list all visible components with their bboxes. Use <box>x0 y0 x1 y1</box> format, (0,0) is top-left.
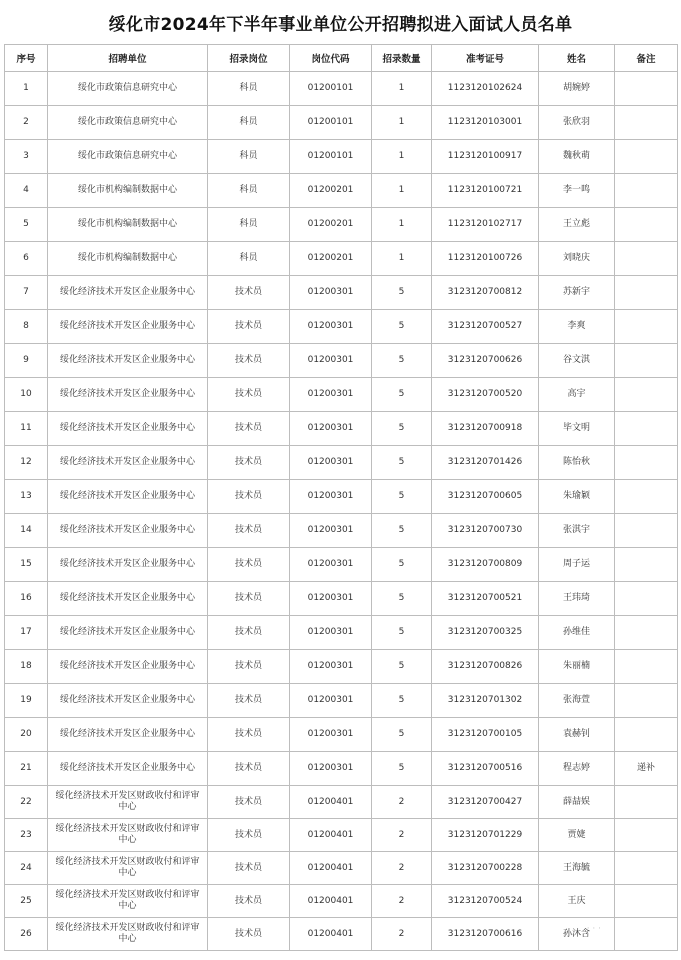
cell-position: 科员 <box>208 72 290 106</box>
cell-position: 技术员 <box>208 819 290 852</box>
col-header-exam-number: 准考证号 <box>432 45 539 72</box>
cell-exam-number: 3123120700516 <box>432 752 539 786</box>
cell-exam-number: 3123120700812 <box>432 276 539 310</box>
cell-position: 技术员 <box>208 684 290 718</box>
cell-quota: 2 <box>372 786 432 819</box>
cell-index: 20 <box>5 718 48 752</box>
cell-name: 王庆 <box>539 885 615 918</box>
cell-position-code: 01200301 <box>290 310 372 344</box>
cell-exam-number: 3123120700520 <box>432 378 539 412</box>
cell-index: 3 <box>5 140 48 174</box>
cell-index: 22 <box>5 786 48 819</box>
table-row <box>5 582 678 616</box>
unit-text: 绥化经济技术开发区企业服务中心 <box>59 763 195 773</box>
cell-position: 技术员 <box>208 514 290 548</box>
cell-unit <box>48 446 208 480</box>
cell-name: 李一鸣 <box>539 174 615 208</box>
table-row <box>5 106 678 140</box>
unit-text: 绥化经济技术开发区企业服务中心 <box>59 389 195 399</box>
cell-unit <box>48 106 208 140</box>
table-row <box>5 548 678 582</box>
cell-exam-number: 1123120100917 <box>432 140 539 174</box>
table-row <box>5 819 678 852</box>
unit-text: 绥化市机构编制数据中心 <box>77 185 177 195</box>
cell-name: 张欣羽 <box>539 106 615 140</box>
col-header-quota: 招录数量 <box>372 45 432 72</box>
cell-remark <box>615 885 678 918</box>
cell-remark <box>615 548 678 582</box>
unit-text: 绥化市政策信息研究中心 <box>77 117 177 127</box>
cell-remark <box>615 819 678 852</box>
cell-name: 谷文淇 <box>539 344 615 378</box>
cell-position-code: 01200301 <box>290 718 372 752</box>
cell-unit <box>48 514 208 548</box>
cell-quota: 5 <box>372 344 432 378</box>
cell-exam-number: 3123120700730 <box>432 514 539 548</box>
cell-index: 24 <box>5 852 48 885</box>
table-body <box>5 72 678 951</box>
table-row <box>5 446 678 480</box>
unit-text: 绥化经济技术开发区财政收付和评审中心 <box>55 857 200 878</box>
cell-position: 技术员 <box>208 852 290 885</box>
cell-position: 科员 <box>208 140 290 174</box>
cell-index: 18 <box>5 650 48 684</box>
unit-text: 绥化经济技术开发区企业服务中心 <box>59 661 195 671</box>
cell-index: 4 <box>5 174 48 208</box>
candidate-table <box>4 44 678 951</box>
unit-text: 绥化市机构编制数据中心 <box>77 253 177 263</box>
cell-name: 张海萱 <box>539 684 615 718</box>
cell-remark <box>615 412 678 446</box>
cell-quota: 5 <box>372 616 432 650</box>
cell-exam-number: 1123120100721 <box>432 174 539 208</box>
table-row <box>5 378 678 412</box>
table-row <box>5 514 678 548</box>
cell-name: 朱瑜颖 <box>539 480 615 514</box>
cell-name: 薛喆娱 <box>539 786 615 819</box>
unit-text: 绥化经济技术开发区企业服务中心 <box>59 525 195 535</box>
cell-remark <box>615 514 678 548</box>
cell-position-code: 01200301 <box>290 548 372 582</box>
cell-remark <box>615 650 678 684</box>
cell-unit <box>48 276 208 310</box>
cell-name: 袁赫钊 <box>539 718 615 752</box>
cell-quota: 5 <box>372 480 432 514</box>
cell-position-code: 01200401 <box>290 885 372 918</box>
unit-text: 绥化经济技术开发区企业服务中心 <box>59 559 195 569</box>
cell-remark <box>615 852 678 885</box>
col-header-unit: 招聘单位 <box>48 45 208 72</box>
cell-unit <box>48 208 208 242</box>
cell-position-code: 01200101 <box>290 72 372 106</box>
unit-text: 绥化经济技术开发区企业服务中心 <box>59 355 195 365</box>
cell-name: 孙沐含 <box>539 918 615 951</box>
cell-position-code: 01200301 <box>290 514 372 548</box>
cell-position-code: 01200401 <box>290 786 372 819</box>
cell-quota: 5 <box>372 650 432 684</box>
cell-position: 科员 <box>208 174 290 208</box>
table-row <box>5 72 678 106</box>
cell-remark <box>615 616 678 650</box>
cell-exam-number: 1123120100726 <box>432 242 539 276</box>
cell-position: 科员 <box>208 106 290 140</box>
cell-position: 技术员 <box>208 650 290 684</box>
table-row <box>5 412 678 446</box>
cell-remark <box>615 174 678 208</box>
cell-position: 技术员 <box>208 918 290 951</box>
cell-name: 张淇宇 <box>539 514 615 548</box>
cell-exam-number: 3123120700228 <box>432 852 539 885</box>
unit-text: 绥化经济技术开发区企业服务中心 <box>59 491 195 501</box>
cell-remark <box>615 582 678 616</box>
table-row <box>5 718 678 752</box>
cell-quota: 5 <box>372 752 432 786</box>
cell-unit <box>48 616 208 650</box>
cell-remark <box>615 480 678 514</box>
cell-position-code: 01200201 <box>290 242 372 276</box>
cell-unit <box>48 242 208 276</box>
table-row <box>5 174 678 208</box>
cell-position-code: 01200401 <box>290 918 372 951</box>
cell-unit <box>48 752 208 786</box>
cell-position-code: 01200301 <box>290 412 372 446</box>
cell-quota: 1 <box>372 140 432 174</box>
cell-index: 25 <box>5 885 48 918</box>
cell-index: 10 <box>5 378 48 412</box>
cell-name: 王立彪 <box>539 208 615 242</box>
unit-text: 绥化经济技术开发区财政收付和评审中心 <box>55 791 200 812</box>
cell-remark <box>615 446 678 480</box>
cell-position-code: 01200301 <box>290 276 372 310</box>
cell-index: 23 <box>5 819 48 852</box>
cell-position-code: 01200301 <box>290 446 372 480</box>
table-row <box>5 918 678 951</box>
cell-position-code: 01200201 <box>290 174 372 208</box>
cell-unit <box>48 174 208 208</box>
cell-index: 7 <box>5 276 48 310</box>
cell-exam-number: 3123120700527 <box>432 310 539 344</box>
table-row <box>5 242 678 276</box>
cell-index: 16 <box>5 582 48 616</box>
cell-quota: 5 <box>372 446 432 480</box>
cell-position-code: 01200301 <box>290 378 372 412</box>
cell-index: 11 <box>5 412 48 446</box>
cell-remark <box>615 72 678 106</box>
cell-unit <box>48 582 208 616</box>
table-row <box>5 786 678 819</box>
cell-exam-number: 3123120701229 <box>432 819 539 852</box>
cell-position: 技术员 <box>208 480 290 514</box>
cell-remark <box>615 344 678 378</box>
cell-index: 5 <box>5 208 48 242</box>
cell-quota: 2 <box>372 885 432 918</box>
cell-exam-number: 3123120701426 <box>432 446 539 480</box>
cell-exam-number: 1123120102624 <box>432 72 539 106</box>
cell-index: 12 <box>5 446 48 480</box>
cell-remark <box>615 786 678 819</box>
cell-quota: 1 <box>372 106 432 140</box>
cell-position: 科员 <box>208 208 290 242</box>
cell-exam-number: 3123120700524 <box>432 885 539 918</box>
cell-unit <box>48 72 208 106</box>
cell-unit <box>48 885 208 918</box>
cell-unit <box>48 344 208 378</box>
col-header-name: 姓名 <box>539 45 615 72</box>
cell-quota: 5 <box>372 548 432 582</box>
cell-position: 技术员 <box>208 378 290 412</box>
cell-name: 李爽 <box>539 310 615 344</box>
cell-name: 程志婷 <box>539 752 615 786</box>
cell-exam-number: 3123120700809 <box>432 548 539 582</box>
cell-exam-number: 3123120700605 <box>432 480 539 514</box>
unit-text: 绥化经济技术开发区财政收付和评审中心 <box>55 824 200 845</box>
col-header-position-code: 岗位代码 <box>290 45 372 72</box>
cell-position: 技术员 <box>208 885 290 918</box>
table-row <box>5 140 678 174</box>
cell-remark: 递补 <box>615 752 678 786</box>
cell-position-code: 01200401 <box>290 852 372 885</box>
unit-text: 绥化经济技术开发区企业服务中心 <box>59 423 195 433</box>
cell-name: 魏秋萌 <box>539 140 615 174</box>
cell-index: 21 <box>5 752 48 786</box>
watermark: · · · <box>586 924 601 934</box>
cell-position-code: 01200301 <box>290 616 372 650</box>
cell-quota: 5 <box>372 412 432 446</box>
cell-position-code: 01200401 <box>290 819 372 852</box>
unit-text: 绥化经济技术开发区企业服务中心 <box>59 321 195 331</box>
cell-unit <box>48 650 208 684</box>
cell-index: 17 <box>5 616 48 650</box>
cell-exam-number: 1123120103001 <box>432 106 539 140</box>
cell-position-code: 01200201 <box>290 208 372 242</box>
cell-name: 王玮琦 <box>539 582 615 616</box>
cell-quota: 2 <box>372 918 432 951</box>
cell-name: 贾婕 <box>539 819 615 852</box>
col-header-index: 序号 <box>5 45 48 72</box>
cell-name: 刘晓庆 <box>539 242 615 276</box>
cell-name: 苏新宇 <box>539 276 615 310</box>
cell-position-code: 01200301 <box>290 752 372 786</box>
cell-position: 技术员 <box>208 548 290 582</box>
cell-quota: 1 <box>372 208 432 242</box>
cell-index: 9 <box>5 344 48 378</box>
cell-unit <box>48 310 208 344</box>
cell-unit <box>48 480 208 514</box>
cell-index: 2 <box>5 106 48 140</box>
table-row <box>5 310 678 344</box>
cell-remark <box>615 718 678 752</box>
cell-exam-number: 3123120700918 <box>432 412 539 446</box>
cell-remark <box>615 918 678 951</box>
cell-unit <box>48 819 208 852</box>
cell-position: 技术员 <box>208 752 290 786</box>
cell-unit <box>48 140 208 174</box>
cell-position: 技术员 <box>208 412 290 446</box>
unit-text: 绥化经济技术开发区企业服务中心 <box>59 729 195 739</box>
cell-index: 13 <box>5 480 48 514</box>
cell-position: 技术员 <box>208 344 290 378</box>
cell-remark <box>615 208 678 242</box>
table-row <box>5 616 678 650</box>
cell-quota: 2 <box>372 819 432 852</box>
cell-quota: 5 <box>372 276 432 310</box>
cell-quota: 5 <box>372 684 432 718</box>
table-header-row <box>5 45 678 72</box>
cell-exam-number: 3123120700427 <box>432 786 539 819</box>
cell-name: 孙维佳 <box>539 616 615 650</box>
unit-text: 绥化市机构编制数据中心 <box>77 219 177 229</box>
unit-text: 绥化经济技术开发区企业服务中心 <box>59 695 195 705</box>
cell-position-code: 01200101 <box>290 106 372 140</box>
cell-position-code: 01200301 <box>290 684 372 718</box>
cell-quota: 5 <box>372 718 432 752</box>
cell-quota: 1 <box>372 72 432 106</box>
cell-position-code: 01200301 <box>290 582 372 616</box>
cell-remark <box>615 684 678 718</box>
cell-quota: 2 <box>372 852 432 885</box>
table-row <box>5 684 678 718</box>
cell-name: 周子运 <box>539 548 615 582</box>
cell-unit <box>48 718 208 752</box>
cell-unit <box>48 412 208 446</box>
cell-unit <box>48 786 208 819</box>
cell-quota: 1 <box>372 242 432 276</box>
unit-text: 绥化经济技术开发区财政收付和评审中心 <box>55 923 200 944</box>
cell-exam-number: 3123120700626 <box>432 344 539 378</box>
cell-position: 技术员 <box>208 310 290 344</box>
cell-position-code: 01200301 <box>290 650 372 684</box>
cell-exam-number: 3123120700826 <box>432 650 539 684</box>
cell-name: 高宇 <box>539 378 615 412</box>
unit-text: 绥化经济技术开发区企业服务中心 <box>59 287 195 297</box>
cell-quota: 5 <box>372 378 432 412</box>
cell-name: 朱丽楠 <box>539 650 615 684</box>
cell-position: 技术员 <box>208 276 290 310</box>
cell-quota: 5 <box>372 310 432 344</box>
table-row <box>5 208 678 242</box>
unit-text: 绥化经济技术开发区财政收付和评审中心 <box>55 890 200 911</box>
cell-exam-number: 3123120701302 <box>432 684 539 718</box>
cell-index: 8 <box>5 310 48 344</box>
unit-text: 绥化经济技术开发区企业服务中心 <box>59 593 195 603</box>
cell-remark <box>615 310 678 344</box>
cell-unit <box>48 918 208 951</box>
unit-text: 绥化市政策信息研究中心 <box>77 83 177 93</box>
cell-position: 技术员 <box>208 616 290 650</box>
table-row <box>5 885 678 918</box>
cell-index: 1 <box>5 72 48 106</box>
table-row <box>5 852 678 885</box>
table-row <box>5 344 678 378</box>
cell-quota: 5 <box>372 514 432 548</box>
table-row <box>5 276 678 310</box>
cell-index: 26 <box>5 918 48 951</box>
cell-name: 胡婉婷 <box>539 72 615 106</box>
cell-position-code: 01200301 <box>290 344 372 378</box>
cell-index: 6 <box>5 242 48 276</box>
table-row <box>5 480 678 514</box>
cell-exam-number: 3123120700616 <box>432 918 539 951</box>
unit-text: 绥化市政策信息研究中心 <box>77 151 177 161</box>
cell-position: 技术员 <box>208 718 290 752</box>
cell-position: 技术员 <box>208 786 290 819</box>
cell-name: 毕文明 <box>539 412 615 446</box>
cell-unit <box>48 548 208 582</box>
cell-position-code: 01200301 <box>290 480 372 514</box>
cell-position-code: 01200101 <box>290 140 372 174</box>
unit-text: 绥化经济技术开发区企业服务中心 <box>59 457 195 467</box>
cell-index: 14 <box>5 514 48 548</box>
cell-index: 19 <box>5 684 48 718</box>
cell-unit <box>48 852 208 885</box>
cell-exam-number: 1123120102717 <box>432 208 539 242</box>
cell-remark <box>615 106 678 140</box>
table-row <box>5 650 678 684</box>
cell-quota: 5 <box>372 582 432 616</box>
cell-quota: 1 <box>372 174 432 208</box>
cell-position: 技术员 <box>208 446 290 480</box>
cell-index: 15 <box>5 548 48 582</box>
col-header-position: 招录岗位 <box>208 45 290 72</box>
cell-remark <box>615 276 678 310</box>
cell-position: 技术员 <box>208 582 290 616</box>
cell-exam-number: 3123120700105 <box>432 718 539 752</box>
unit-text: 绥化经济技术开发区企业服务中心 <box>59 627 195 637</box>
page-title: 绥化市2024年下半年事业单位公开招聘拟进入面试人员名单 <box>108 15 573 35</box>
col-header-remark: 备注 <box>615 45 678 72</box>
cell-position: 科员 <box>208 242 290 276</box>
cell-unit <box>48 684 208 718</box>
cell-unit <box>48 378 208 412</box>
cell-name: 王海毓 <box>539 852 615 885</box>
cell-name: 陈怡秋 <box>539 446 615 480</box>
cell-remark <box>615 378 678 412</box>
cell-remark <box>615 242 678 276</box>
table-row <box>5 752 678 786</box>
cell-remark <box>615 140 678 174</box>
cell-exam-number: 3123120700521 <box>432 582 539 616</box>
cell-exam-number: 3123120700325 <box>432 616 539 650</box>
